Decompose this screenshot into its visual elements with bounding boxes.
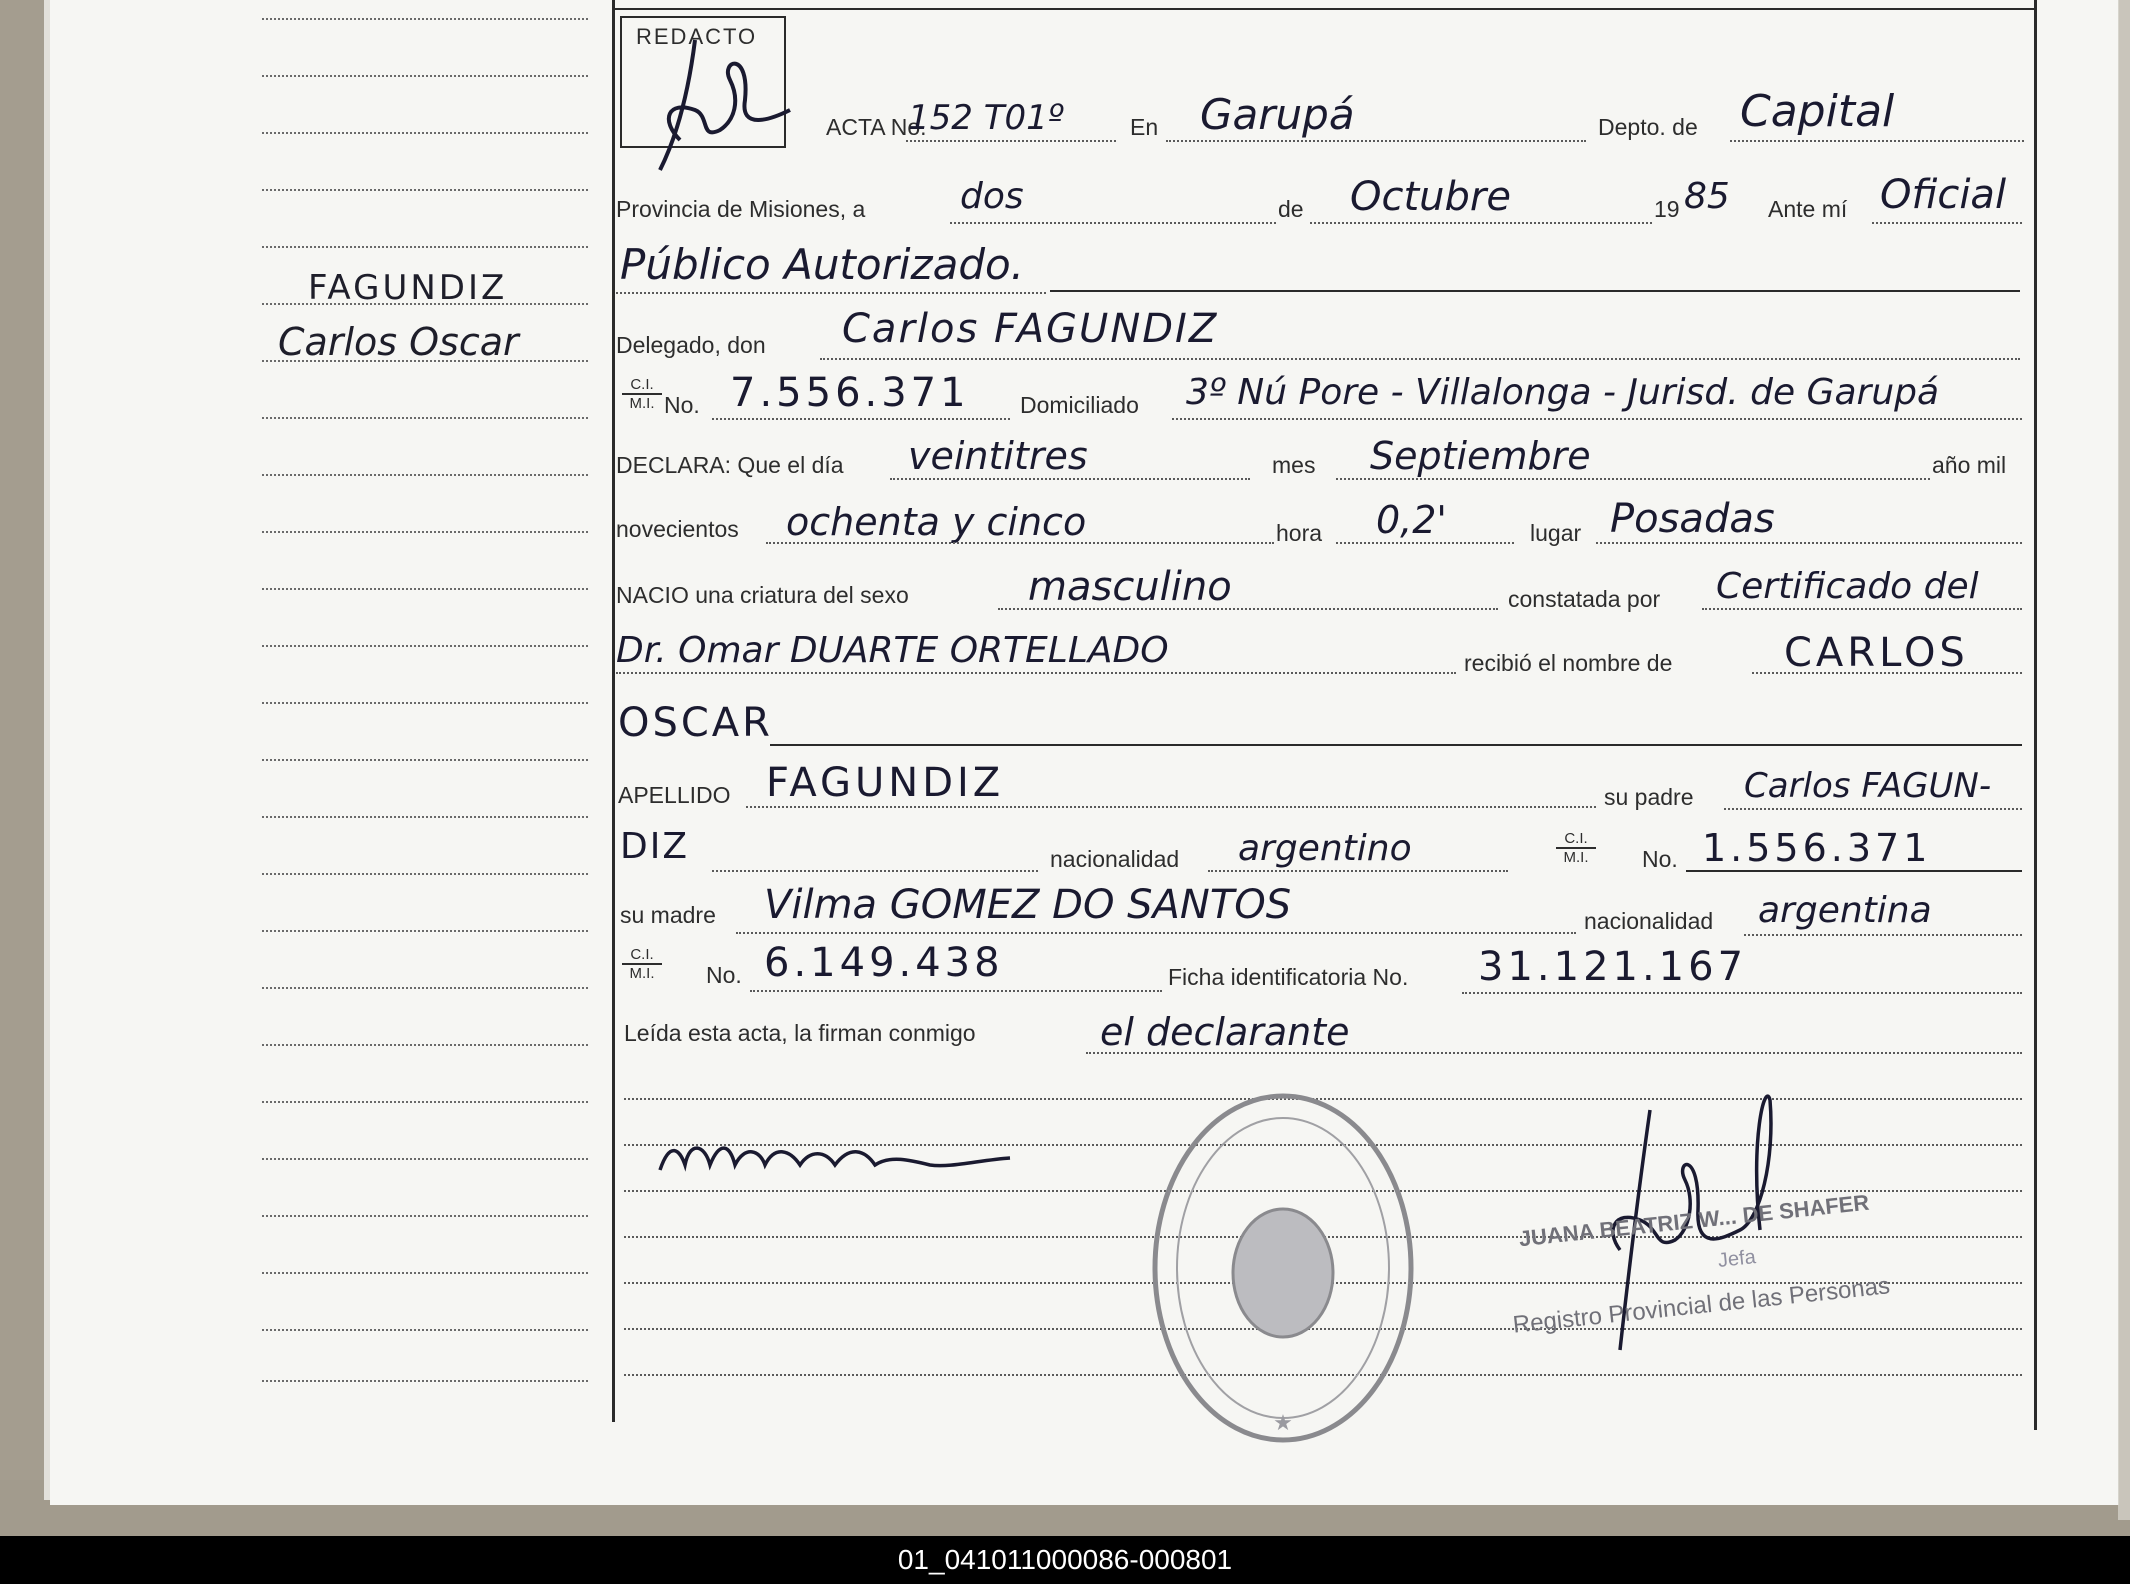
constatada-label: constatada por <box>1508 586 1661 612</box>
form-top-border <box>614 8 2034 10</box>
recibio-label: recibió el nombre de <box>1464 650 1673 676</box>
stub-line <box>262 1215 588 1217</box>
stub-line <box>262 645 588 647</box>
padre-nacionalidad-rule <box>1208 870 1508 872</box>
apellido-value: FAGUNDIZ <box>766 760 1005 806</box>
leida-label: Leída esta acta, la firman conmigo <box>624 1020 976 1046</box>
row3-dotted <box>616 292 1046 294</box>
birth-day-value: veintitres <box>908 434 1088 478</box>
month-rule <box>1310 222 1652 224</box>
hora-label: hora <box>1276 520 1323 546</box>
delegado-label: Delegado, don <box>616 332 766 358</box>
domicilio-value: 3º Nú Pore - Villalonga - Jurisd. de Garupá <box>1186 372 1940 413</box>
madre-nacionalidad-value: argentina <box>1758 890 1932 931</box>
en-value: Garupá <box>1200 90 1355 139</box>
official-rule <box>1872 222 2022 224</box>
madre-value: Vilma GOMEZ DO SANTOS <box>764 882 1292 928</box>
ficha-value: 31.121.167 <box>1478 944 1748 990</box>
domicilio-label: Domiciliado <box>1020 392 1139 418</box>
birth-day-rule <box>890 478 1250 480</box>
official-seal <box>1148 1088 1418 1448</box>
form-right-border <box>2034 0 2037 1430</box>
depto-value: Capital <box>1740 86 1895 137</box>
stub-line <box>262 1272 588 1274</box>
novecientos-label: novecientos <box>616 516 739 542</box>
padre-value: Carlos FAGUN- <box>1744 766 1992 806</box>
form-left-border <box>612 0 615 1422</box>
nacio-label: NACIO una criatura del sexo <box>616 582 909 608</box>
svg-text:★: ★ <box>1273 1411 1293 1436</box>
birth-month-value: Septiembre <box>1370 434 1591 478</box>
provincia-label: Provincia de Misiones, a <box>616 196 866 222</box>
constatada-value: Certificado del <box>1716 566 1979 607</box>
madre-doc-rule <box>750 990 1162 992</box>
acta-value: 152 T01º <box>908 98 1064 138</box>
doc-type-bottom: M.I. <box>629 395 655 412</box>
stub-line <box>262 873 588 875</box>
stub-line <box>262 930 588 932</box>
stub-line <box>262 588 588 590</box>
birth-year-rule <box>766 542 1274 544</box>
stub-line <box>262 816 588 818</box>
ficha-rule <box>1462 992 2022 994</box>
padre-no-label: No. <box>1642 846 1678 872</box>
stub-line <box>262 246 588 248</box>
stub-line <box>262 1329 588 1331</box>
stamp-name: JUANA BEATRIZ W... DE SHAFER <box>1517 1189 1871 1252</box>
de-label: de <box>1278 196 1304 222</box>
apellido-label: APELLIDO <box>618 782 731 808</box>
madre-no-label: No. <box>706 962 742 988</box>
madre-nacionalidad-rule <box>1744 934 2022 936</box>
stamp-registry: Registro Provincial de las Personas <box>1511 1272 1892 1339</box>
book-binding <box>0 0 44 1536</box>
lugar-rule <box>1596 542 2022 544</box>
padre-nacionalidad-value: argentino <box>1238 828 1412 869</box>
official-value-continued: Público Autorizado. <box>620 240 1025 289</box>
padre-doc-value: 1.556.371 <box>1702 826 1932 870</box>
padre-doc-rule <box>1686 870 2022 872</box>
leida-rule <box>1086 1052 2022 1054</box>
madre-doc-value: 6.149.438 <box>764 940 1004 986</box>
doctor-rule <box>616 672 1456 674</box>
stub-surname: FAGUNDIZ <box>308 268 508 308</box>
en-label: En <box>1130 114 1159 140</box>
stub-line <box>262 75 588 77</box>
hora-rule <box>1336 542 1514 544</box>
stub-line <box>262 1158 588 1160</box>
delegado-rule <box>820 358 2020 360</box>
padre-label: su padre <box>1604 784 1694 810</box>
month-value: Octubre <box>1350 174 1511 220</box>
stub-line <box>262 417 588 419</box>
image-caption: 01_041011000086-000801 <box>0 1536 2130 1584</box>
padre-rule <box>1724 808 2022 810</box>
ante-label: Ante mí <box>1768 196 1848 222</box>
padre-continued-rule <box>712 870 1038 872</box>
official-value: Oficial <box>1880 172 2007 218</box>
day-value: dos <box>960 176 1024 217</box>
padre-value-continued: DIZ <box>620 826 689 867</box>
madre-doc-type-top: C.I. <box>622 946 662 965</box>
birth-year-value: ochenta y cinco <box>786 500 1087 544</box>
stub-line <box>262 132 588 134</box>
en-rule <box>1166 140 1586 142</box>
madre-doc-type <box>622 946 662 982</box>
padre-doc-type-top: C.I. <box>1556 830 1596 849</box>
redacto-signature <box>620 20 820 200</box>
depto-label: Depto. de <box>1598 114 1698 140</box>
stub-line <box>262 987 588 989</box>
hora-value: 0,2' <box>1376 498 1447 542</box>
redacto-label: REDACTO <box>636 24 758 49</box>
stub-line <box>262 474 588 476</box>
depto-rule <box>1730 140 2024 142</box>
register-page <box>50 0 2119 1505</box>
declarant-doc-value: 7.556.371 <box>730 370 970 416</box>
year-prefix: 19 <box>1654 196 1680 222</box>
nombre-value: CARLOS <box>1784 630 1969 676</box>
padre-doc-type-bottom: M.I. <box>1563 849 1589 866</box>
stub-line <box>262 18 588 20</box>
mes-label: mes <box>1272 452 1316 478</box>
constatada-rule <box>1702 608 2022 610</box>
declarant-signature <box>650 1110 1030 1200</box>
no-label: No. <box>664 392 700 418</box>
sexo-rule <box>998 608 1498 610</box>
madre-doc-type-bottom: M.I. <box>629 965 655 982</box>
stub-given-names: Carlos Oscar <box>278 320 519 364</box>
stub-line <box>262 1044 588 1046</box>
padre-nacionalidad-label: nacionalidad <box>1050 846 1180 872</box>
declarant-doc-type <box>622 376 662 412</box>
madre-rule <box>736 932 1576 934</box>
delegado-value: Carlos FAGUNDIZ <box>842 306 1219 352</box>
nombre-rule <box>1752 672 2022 674</box>
stub-line <box>262 1101 588 1103</box>
domicilio-rule <box>1172 418 2022 420</box>
acta-label: ACTA No. <box>826 114 927 140</box>
nombre-continued-rule <box>770 744 2022 746</box>
ficha-label: Ficha identificatoria No. <box>1168 964 1409 990</box>
lugar-label: lugar <box>1530 520 1582 546</box>
stub-line <box>262 1380 588 1382</box>
madre-label: su madre <box>620 902 716 928</box>
sexo-value: masculino <box>1028 564 1232 610</box>
stub-line <box>262 759 588 761</box>
nombre-value-continued: OSCAR <box>618 700 773 746</box>
day-rule <box>950 222 1276 224</box>
declara-label: DECLARA: Que el día <box>616 452 844 478</box>
leida-value: el declarante <box>1100 1010 1350 1054</box>
acta-rule <box>906 140 1116 142</box>
anio-label: año mil <box>1932 452 2007 478</box>
lugar-value: Posadas <box>1610 496 1775 542</box>
stub-line <box>262 189 588 191</box>
stub-line <box>262 702 588 704</box>
madre-nacionalidad-label: nacionalidad <box>1584 908 1714 934</box>
apellido-rule <box>746 806 1596 808</box>
stub-line <box>262 531 588 533</box>
padre-doc-type <box>1556 830 1596 866</box>
birth-month-rule <box>1336 478 1930 480</box>
row3-rule <box>1050 290 2020 292</box>
doc-type-top: C.I. <box>622 376 662 395</box>
year-suffix: 85 <box>1684 176 1730 217</box>
declarant-doc-rule <box>712 418 1010 420</box>
page-stack-edge <box>2118 0 2130 1520</box>
constatada-value-continued: Dr. Omar DUARTE ORTELLADO <box>616 630 1169 671</box>
stamp-title: Jefa <box>1716 1246 1757 1272</box>
